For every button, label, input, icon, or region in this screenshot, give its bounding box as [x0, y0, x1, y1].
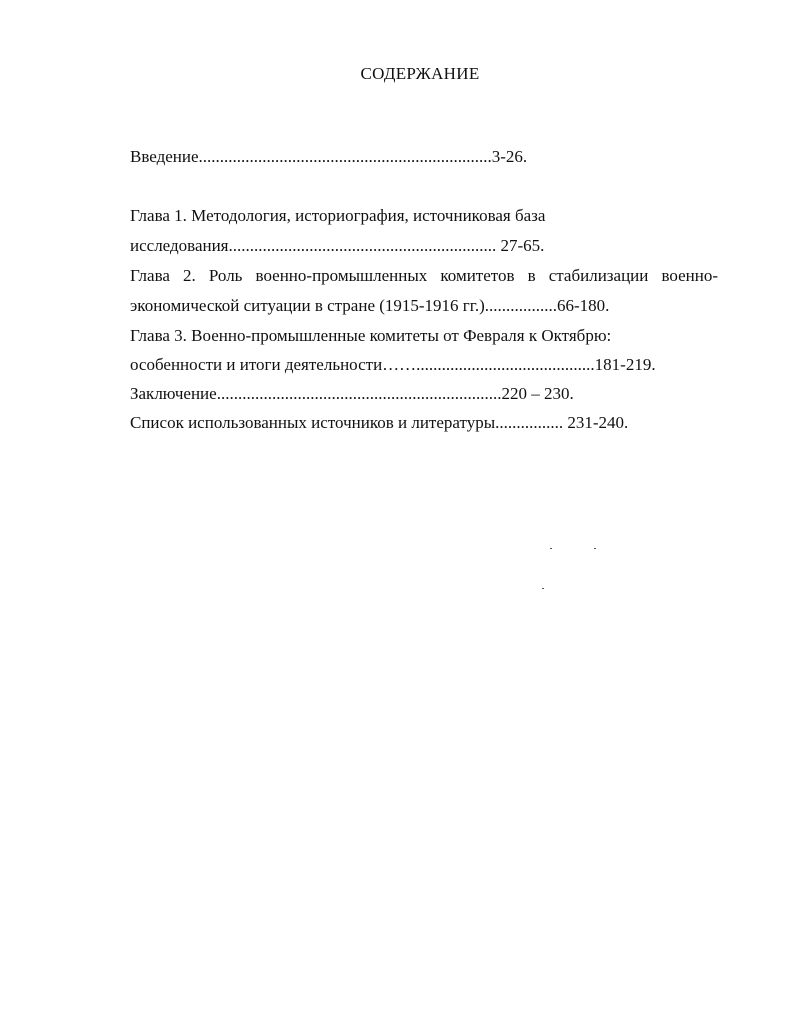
toc-entry-sources: Список использованных источников и литературы................ 231-240. — [130, 413, 629, 432]
toc-entry-chapter-1-line-1: Глава 1. Методология, историография, источниковая база — [130, 206, 546, 225]
toc-entry-introduction: Введение.....................................................................3-26. — [130, 147, 528, 166]
scan-speck — [594, 548, 596, 549]
toc-entry-chapter-3-line-1: Глава 3. Военно-промышленные комитеты от Февраля к Октябрю: — [130, 326, 612, 345]
scan-speck — [550, 548, 552, 549]
page-title: СОДЕРЖАНИЕ — [360, 64, 480, 83]
toc-entry-conclusion: Заключение...................................................................220 – 230. — [130, 384, 574, 403]
scan-speck — [542, 588, 544, 589]
toc-entry-chapter-2-line-2: экономической ситуации в стране (1915-1916 гг.).................66-180. — [130, 296, 610, 315]
toc-entry-chapter-1-line-2: исследования............................................................... 27-65. — [130, 236, 545, 255]
toc-entry-chapter-3-line-2: особенности и итоги деятельности……..........................................181-219. — [130, 355, 656, 374]
toc-entry-chapter-2-line-1: Глава 2. Роль военно-промышленных комитетов в стабилизации военно- — [130, 266, 718, 285]
